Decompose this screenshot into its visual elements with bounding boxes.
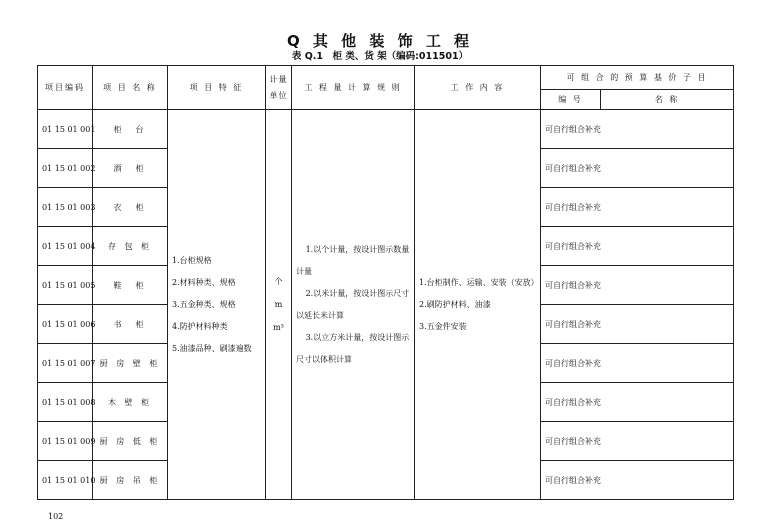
- feature-item: 2.材料种类、规格: [172, 277, 236, 287]
- row-combo: 可自行组合补充: [541, 344, 734, 383]
- rule-cell: [292, 110, 415, 500]
- rule-item: 1.以个计量，按设计图示数量计量: [296, 244, 410, 276]
- header-unit: [266, 66, 292, 110]
- header-combo-no: 编 号: [541, 90, 601, 110]
- row-name: 书 柜: [93, 305, 168, 344]
- cabinet-table: [37, 65, 734, 500]
- row-code: 01 15 01 001: [38, 110, 93, 149]
- row-code: 01 15 01 004: [38, 227, 93, 266]
- page-number: 102: [48, 512, 64, 521]
- row-code: 01 15 01 003: [38, 188, 93, 227]
- unit-item: m³: [273, 323, 284, 332]
- row-combo: 可自行组合补充: [541, 461, 734, 500]
- work-item: 3.五金件安装: [419, 321, 467, 331]
- feature-item: 1.台柜规格: [172, 255, 212, 265]
- table-subtitle: 表 Q.1 柜 类、货 架（编码:011501）: [291, 51, 469, 62]
- header-combo-name: 名 称: [601, 90, 734, 110]
- feature-cell: [168, 110, 266, 500]
- row-code: 01 15 01 002: [38, 149, 93, 188]
- unit-item: m: [274, 300, 283, 309]
- header-unit-line2: 单位: [269, 90, 288, 100]
- feature-item: 3.五金种类、规格: [172, 299, 236, 309]
- header-code: 项目编码: [38, 66, 93, 110]
- feature-item: 5.油漆品种、刷漆遍数: [172, 343, 252, 353]
- header-feature: 项 目 特 征: [168, 66, 266, 110]
- row-combo: 可自行组合补充: [541, 305, 734, 344]
- header-unit-line1: 计量: [269, 74, 288, 84]
- row-name: 厨 房 吊 柜: [93, 461, 168, 500]
- row-combo: 可自行组合补充: [541, 422, 734, 461]
- row-combo: 可自行组合补充: [541, 110, 734, 149]
- row-code: 01 15 01 008: [38, 383, 93, 422]
- header-work: 工 作 内 容: [415, 66, 541, 110]
- row-combo: 可自行组合补充: [541, 149, 734, 188]
- row-name: 木 壁 柜: [93, 383, 168, 422]
- unit-cell: [266, 110, 292, 500]
- work-item: 2.刷防护材料、油漆: [419, 299, 491, 309]
- row-code: 01 15 01 006: [38, 305, 93, 344]
- row-name: 厨 房 低 柜: [93, 422, 168, 461]
- rule-item: 3.以立方米计量，按设计图示尺寸以体积计算: [296, 332, 410, 364]
- row-code: 01 15 01 009: [38, 422, 93, 461]
- row-code: 01 15 01 010: [38, 461, 93, 500]
- row-name: 厨 房 壁 柜: [93, 344, 168, 383]
- row-code: 01 15 01 005: [38, 266, 93, 305]
- work-cell: [415, 110, 541, 500]
- header-combo: 可 组 合 的 预 算 基 价 子 目: [541, 66, 734, 90]
- row-name: 酒 柜: [93, 149, 168, 188]
- feature-item: 4.防护材料种类: [172, 321, 228, 331]
- row-code: 01 15 01 007: [38, 344, 93, 383]
- row-name: 柜 台: [93, 110, 168, 149]
- header-name: 项 目 名 称: [93, 66, 168, 110]
- row-name: 存 包 柜: [93, 227, 168, 266]
- work-item: 1.台柜制作、运输、安装（安放）: [419, 277, 539, 287]
- unit-item: 个: [274, 277, 283, 286]
- page-title: Q 其 他 装 饰 工 程: [286, 32, 474, 50]
- row-combo: 可自行组合补充: [541, 266, 734, 305]
- row-combo: 可自行组合补充: [541, 188, 734, 227]
- table-row: [38, 110, 734, 149]
- row-combo: 可自行组合补充: [541, 383, 734, 422]
- row-name: 衣 柜: [93, 188, 168, 227]
- row-combo: 可自行组合补充: [541, 227, 734, 266]
- header-rule: 工 程 量 计 算 规 则: [292, 66, 415, 110]
- rule-item: 2.以米计量，按设计图示尺寸以延长米计算: [296, 288, 410, 320]
- row-name: 鞋 柜: [93, 266, 168, 305]
